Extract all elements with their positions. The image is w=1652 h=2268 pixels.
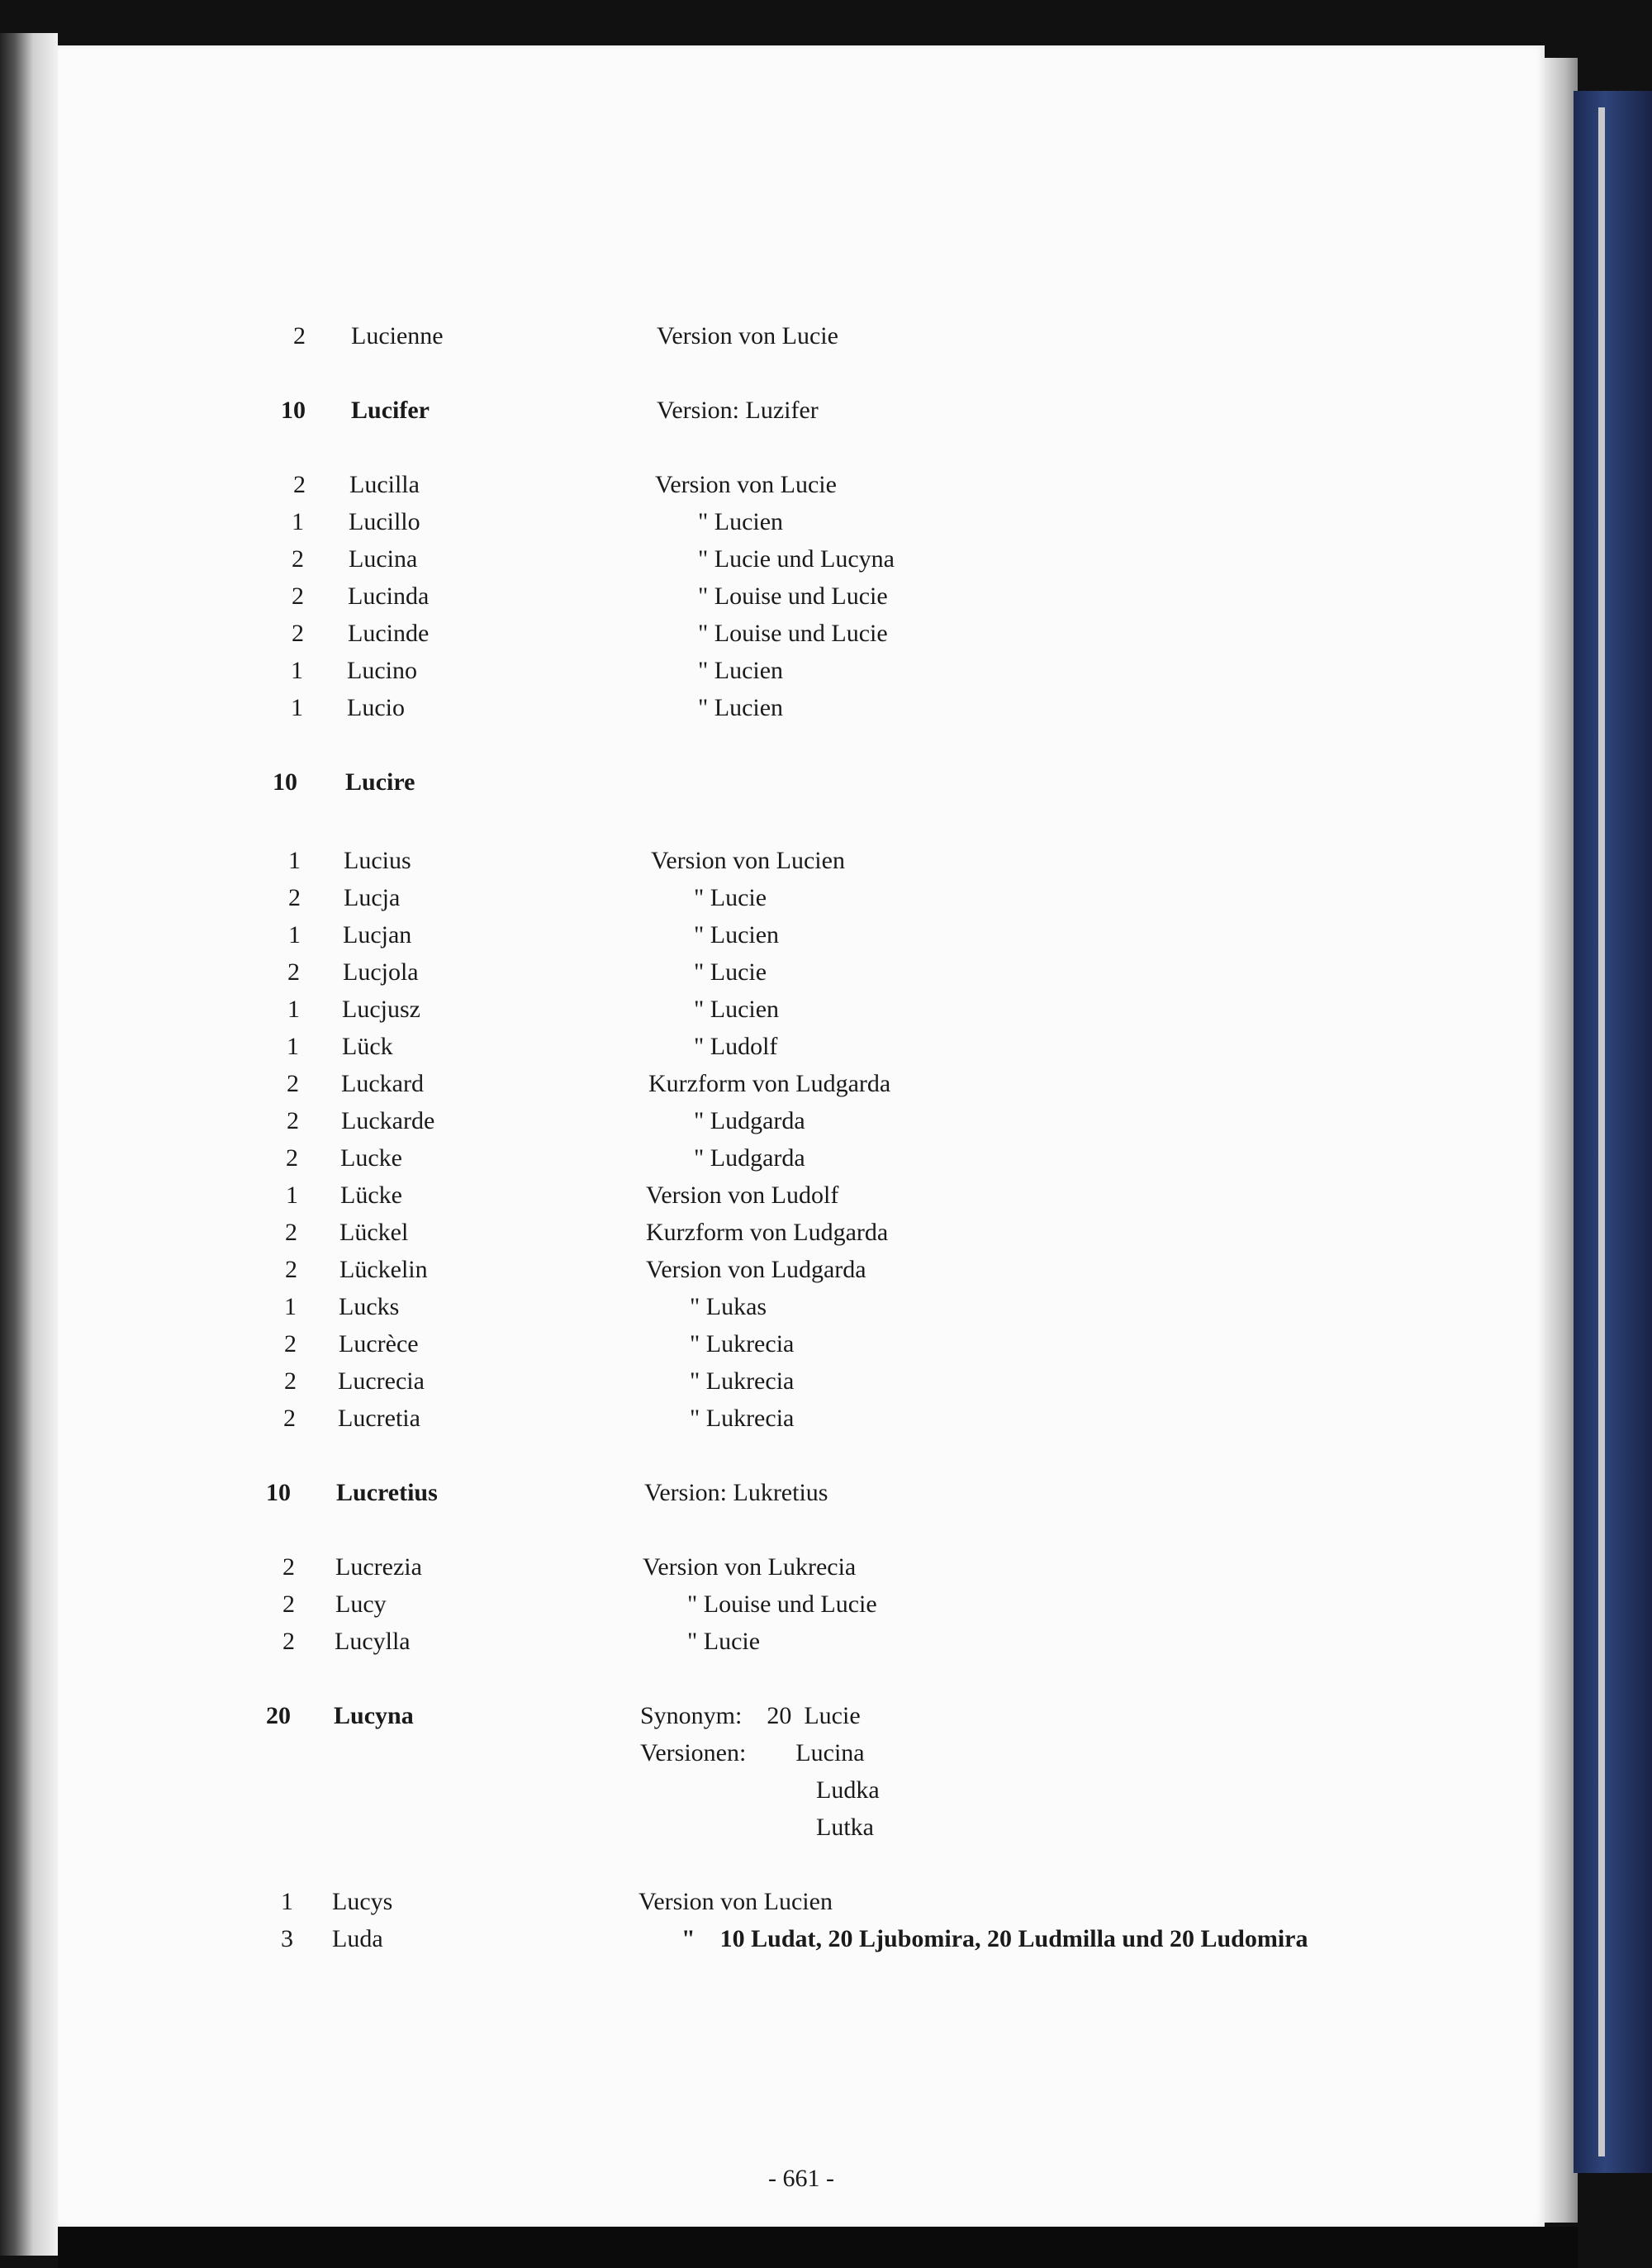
entry-row	[58, 1549, 1545, 1586]
entry-name: Lückelin	[339, 1256, 428, 1283]
entry-row	[58, 917, 1545, 953]
entry-name: Luckarde	[341, 1107, 435, 1134]
entry-description: " Louise und Lucie	[698, 620, 888, 647]
entry-description: " Lukrecia	[690, 1367, 795, 1395]
entry-number: 1	[288, 921, 301, 949]
entry-name: Lucrezia	[335, 1553, 422, 1581]
entry-number: 2	[282, 1590, 295, 1618]
entry-row	[58, 504, 1545, 540]
entry-name: Lucinde	[348, 620, 430, 647]
entry-description: " Lucien	[694, 921, 780, 949]
entry-row	[58, 1884, 1545, 1920]
entry-row	[58, 991, 1545, 1028]
entry-row	[58, 653, 1545, 689]
entry-row	[58, 1066, 1545, 1102]
entry-number: 1	[284, 1293, 297, 1320]
entry-name: Lucienne	[351, 322, 444, 349]
entry-number: 10	[281, 397, 306, 424]
entry-row	[58, 1252, 1545, 1288]
entry-description: Version von Lucien	[638, 1888, 833, 1915]
page-stack-edge	[1545, 58, 1578, 2223]
entry-description: " Ludgarda	[694, 1144, 805, 1172]
entry-description: " Lucie und Lucyna	[698, 545, 895, 573]
entry-number: 2	[284, 1367, 297, 1395]
book-cover-edge	[1574, 91, 1652, 2173]
entry-number: 1	[281, 1888, 293, 1915]
entry-description: Versionen: Lucina	[640, 1739, 865, 1766]
entry-description: " Ludgarda	[694, 1107, 805, 1134]
entry-row	[58, 1809, 1545, 1846]
entry-description: " Lukrecia	[690, 1330, 795, 1357]
entry-description: " Lukas	[690, 1293, 767, 1320]
entry-row	[58, 1400, 1545, 1437]
entry-row	[58, 690, 1545, 726]
entry-row	[58, 764, 1545, 801]
entry-name: Lucio	[347, 694, 405, 721]
entry-description: Version von Lucie	[657, 322, 838, 349]
entry-number: 1	[287, 1033, 299, 1060]
entry-name: Lück	[342, 1033, 393, 1060]
entry-name: Lucjan	[343, 921, 412, 949]
entry-name: Lucinda	[348, 582, 430, 610]
entry-number: 2	[283, 1405, 296, 1432]
entry-row	[58, 1215, 1545, 1251]
entry-description: " Louise und Lucie	[687, 1590, 877, 1618]
entry-number: 1	[291, 694, 303, 721]
entry-name: Lucina	[349, 545, 418, 573]
entry-number: 2	[282, 1553, 295, 1581]
entry-row	[58, 1177, 1545, 1214]
entry-number: 1	[291, 657, 303, 684]
entry-number: 2	[285, 1256, 297, 1283]
entry-name: Lücke	[340, 1182, 402, 1209]
entry-name: Lucius	[344, 847, 411, 874]
entry-number: 20	[266, 1702, 291, 1729]
entry-description: Kurzform von Ludgarda	[648, 1070, 891, 1097]
entry-number: 2	[282, 1628, 295, 1655]
entry-row	[58, 392, 1545, 429]
entry-description: " Lucie	[687, 1628, 761, 1655]
entry-name: Lucino	[347, 657, 417, 684]
entry-description: Version von Ludolf	[646, 1182, 839, 1209]
entry-description: Version von Ludgarda	[646, 1256, 866, 1283]
entry-name: Lucilla	[349, 471, 420, 498]
entry-row	[58, 467, 1545, 503]
entry-description: " Lucien	[698, 508, 784, 535]
entry-number: 2	[287, 1107, 299, 1134]
entry-number: 2	[287, 958, 300, 986]
entry-name: Lucretius	[336, 1479, 438, 1506]
entry-name: Lucillo	[349, 508, 420, 535]
entry-number: 2	[293, 471, 306, 498]
entry-description: " Lucien	[698, 694, 784, 721]
entry-name: Lucys	[332, 1888, 393, 1915]
entry-row	[58, 541, 1545, 578]
entry-number: 2	[293, 322, 306, 349]
entry-number: 3	[281, 1925, 293, 1952]
entry-description: Version von Lukrecia	[643, 1553, 857, 1581]
entry-description: Ludka	[816, 1776, 880, 1804]
entry-name: Lucja	[344, 884, 401, 911]
entry-number: 2	[292, 545, 304, 573]
entry-description: " Lucien	[694, 996, 780, 1023]
entry-description: " Lukrecia	[690, 1405, 795, 1432]
entry-description: " Lucie	[694, 958, 767, 986]
entry-description: " Ludolf	[694, 1033, 778, 1060]
entry-row	[58, 1289, 1545, 1325]
entry-row	[58, 1363, 1545, 1400]
entry-row	[58, 1586, 1545, 1623]
entry-name: Lückel	[339, 1219, 409, 1246]
entry-row	[58, 1475, 1545, 1511]
entry-number: 2	[284, 1330, 297, 1357]
entry-description: Version: Luzifer	[657, 397, 819, 424]
entry-name: Lucrecia	[338, 1367, 425, 1395]
entry-number: 2	[292, 620, 304, 647]
entry-name: Lucretia	[338, 1405, 420, 1432]
entry-name: Luda	[332, 1925, 383, 1952]
cover-stripe	[1598, 107, 1605, 2156]
entry-row	[58, 1029, 1545, 1065]
entry-number: 2	[288, 884, 301, 911]
entry-name: Lucrèce	[339, 1330, 419, 1357]
entry-name: Luckard	[341, 1070, 424, 1097]
entry-name: Lucire	[345, 768, 415, 796]
entry-description: Lutka	[816, 1814, 874, 1841]
entry-row	[58, 1326, 1545, 1362]
entry-description: " Louise und Lucie	[698, 582, 888, 610]
entry-number: 2	[285, 1219, 297, 1246]
entry-row	[58, 318, 1545, 354]
bottom-shadow	[58, 2227, 1578, 2268]
entry-name: Lucy	[335, 1590, 387, 1618]
entry-description: Kurzform von Ludgarda	[646, 1219, 889, 1246]
entry-row	[58, 1698, 1545, 1734]
book-spine	[0, 33, 58, 2256]
entry-number: 2	[286, 1144, 298, 1172]
entry-row	[58, 1921, 1545, 1957]
entry-row	[58, 1140, 1545, 1177]
entry-description: " Lucie	[694, 884, 767, 911]
entry-number: 10	[266, 1479, 291, 1506]
entry-name: Lucjusz	[342, 996, 420, 1023]
entry-row	[58, 616, 1545, 652]
entry-row	[58, 1735, 1545, 1771]
entry-description: " Lucien	[698, 657, 784, 684]
entry-row	[58, 880, 1545, 916]
entry-row	[58, 578, 1545, 615]
entry-description: Version: Lukretius	[644, 1479, 828, 1506]
entry-number: 1	[292, 508, 304, 535]
entry-name: Lucylla	[335, 1628, 411, 1655]
entry-row	[58, 954, 1545, 991]
entry-row	[58, 843, 1545, 879]
book-page	[58, 45, 1545, 2227]
entry-name: Lucifer	[351, 397, 430, 424]
entry-description: Version von Lucien	[651, 847, 845, 874]
entry-name: Lucjola	[343, 958, 419, 986]
page-number: - 661 -	[768, 2165, 834, 2192]
entry-name: Lucyna	[334, 1702, 414, 1729]
entry-row	[58, 1103, 1545, 1139]
entry-number: 1	[287, 996, 300, 1023]
entry-description: Version von Lucie	[655, 471, 837, 498]
entry-description: " 10 Ludat, 20 Ljubomira, 20 Ludmilla und 20 Ludomira	[681, 1925, 1308, 1952]
entry-number: 1	[288, 847, 301, 874]
entry-number: 1	[286, 1182, 298, 1209]
entry-number: 2	[287, 1070, 299, 1097]
entry-row	[58, 1772, 1545, 1809]
entry-description: Synonym: 20 Lucie	[640, 1702, 861, 1729]
entry-number: 10	[273, 768, 297, 796]
entry-row	[58, 1624, 1545, 1660]
entry-name: Lucks	[339, 1293, 400, 1320]
entry-name: Lucke	[340, 1144, 402, 1172]
entry-number: 2	[292, 582, 304, 610]
